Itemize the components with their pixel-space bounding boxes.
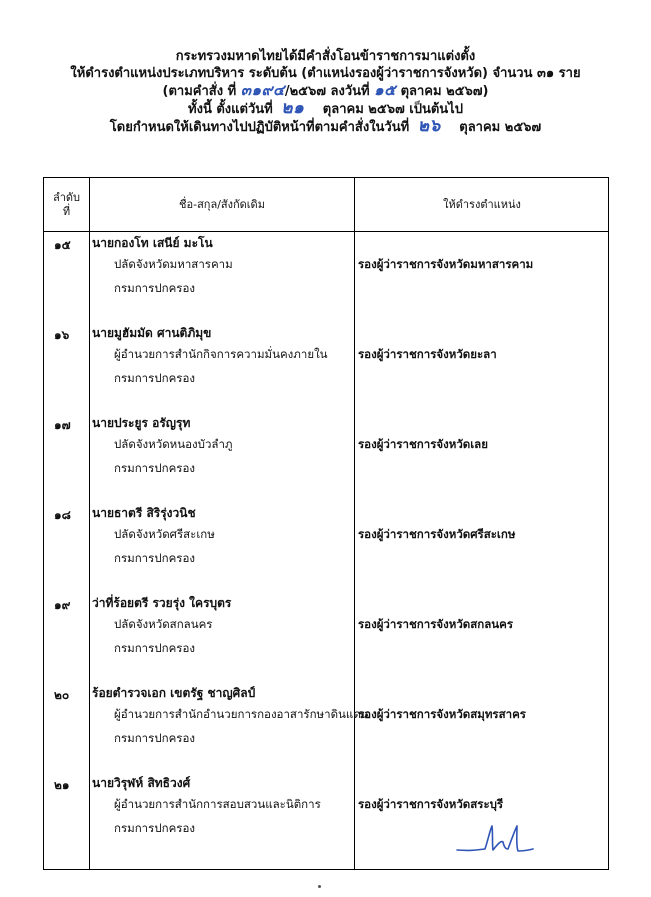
original-position: ผู้อำนวยการสำนักอำนวยการกองอาสารักษาดินแดน [114,707,369,721]
table-row [44,502,608,592]
new-position: รองผู้ว่าราชการจังหวัดมหาสารคาม [358,257,534,271]
person-name: ว่าที่ร้อยตรี รวยรุ่ง ใครบุตร [92,596,232,610]
signature-mark [455,820,535,860]
original-department: กรมการปกครอง [114,731,195,745]
order-prefix: (ตามคำสั่ง ที่ [162,84,237,99]
effective-suffix: ตุลาคม ๒๕๖๗ เป็นต้นไป [322,102,463,117]
person-name: นายประยูร อรัญรุท [92,416,191,430]
original-position: ปลัดจังหวัดหนองบัวลำภู [114,437,233,451]
original-department: กรมการปกครอง [114,821,195,835]
original-position: ปลัดจังหวัดสกลนคร [114,617,213,631]
table-row [44,682,608,772]
document-header [0,48,651,136]
original-department: กรมการปกครอง [114,461,195,475]
new-position: รองผู้ว่าราชการจังหวัดสระบุรี [358,797,504,811]
original-position: ปลัดจังหวัดศรีสะเกษ [114,527,215,541]
report-prefix: โดยกำหนดให้เดินทางไปปฏิบัติหน้าที่ตามคำสั่งในวันที่ [109,120,410,135]
header-order: ลำดับ ที่ [52,190,81,218]
header-new-position: ให้ดำรงตำแหน่ง [443,197,521,211]
original-position: ปลัดจังหวัดมหาสารคาม [114,257,233,271]
table-row [44,412,608,502]
person-name: นายวิรุฬห์ สิทธิวงศ์ [92,776,191,790]
new-position: รองผู้ว่าราชการจังหวัดสกลนคร [358,617,514,631]
header-line-4 [0,100,651,118]
row-number: ๑๖ [54,328,70,342]
order-number-handwritten: ๓๑๙๔ [240,81,285,99]
row-number: ๑๕ [54,238,71,252]
header-line-5 [0,118,651,136]
original-position: ผู้อำนวยการสำนักการสอบสวนและนิติการ [114,797,321,811]
signature-stroke [457,826,533,851]
header-line-3 [0,82,651,100]
report-day-handwritten: ๒๖ [417,116,441,136]
new-position: รองผู้ว่าราชการจังหวัดเลย [358,437,488,451]
effective-prefix: ทั้งนี้ ตั้งแต่วันที่ [188,102,273,117]
person-name: นายมูฮัมมัด ศานติภิมุข [92,326,212,340]
row-number: ๒๐ [54,688,70,702]
row-number: ๑๘ [54,508,71,522]
row-number: ๑๙ [54,598,71,612]
person-name: ร้อยตำรวจเอก เขตรัฐ ชาญศิลป์ [92,686,256,700]
new-position: รองผู้ว่าราชการจังหวัดยะลา [358,347,497,361]
effective-day-handwritten: ๒๑ [281,98,305,118]
person-name: นายกองโท เสนีย์ มะโน [92,236,213,250]
header-line-2: ให้ดำรงตำแหน่งประเภทบริหาร ระดับต้น (ตำแหน่งรองผู้ว่าราชการจังหวัด) จำนวน ๓๑ ราย [70,66,581,81]
original-department: กรมการปกครอง [114,281,195,295]
original-department: กรมการปกครอง [114,641,195,655]
row-number: ๒๑ [54,778,70,792]
original-department: กรมการปกครอง [114,371,195,385]
table-row [44,592,608,682]
row-number: ๑๗ [54,418,71,432]
footer-mark [318,885,321,888]
person-name: นายธาตรี สิริรุ่งวนิช [92,506,196,520]
order-mid: /๒๕๖๗ ลงวันที่ [284,84,370,99]
original-department: กรมการปกครอง [114,551,195,565]
new-position: รองผู้ว่าราชการจังหวัดสมุทรสาคร [358,707,526,721]
header-line-1: กระทรวงมหาดไทยได้มีคำสั่งโอนข้าราชการมาแต่งตั้ง [175,49,476,64]
table-row [44,322,608,412]
header-name: ชื่อ-สกุล/สังกัดเดิม [179,197,265,211]
appointment-table [43,177,609,870]
table-row [44,232,608,322]
order-suffix: ตุลาคม ๒๕๖๗) [400,84,489,99]
order-day-handwritten: ๑๕ [374,81,397,99]
original-position: ผู้อำนวยการสำนักกิจการความมั่นคงภายใน [114,347,328,361]
new-position: รองผู้ว่าราชการจังหวัดศรีสะเกษ [358,527,516,541]
report-suffix: ตุลาคม ๒๕๖๗ [459,120,542,135]
